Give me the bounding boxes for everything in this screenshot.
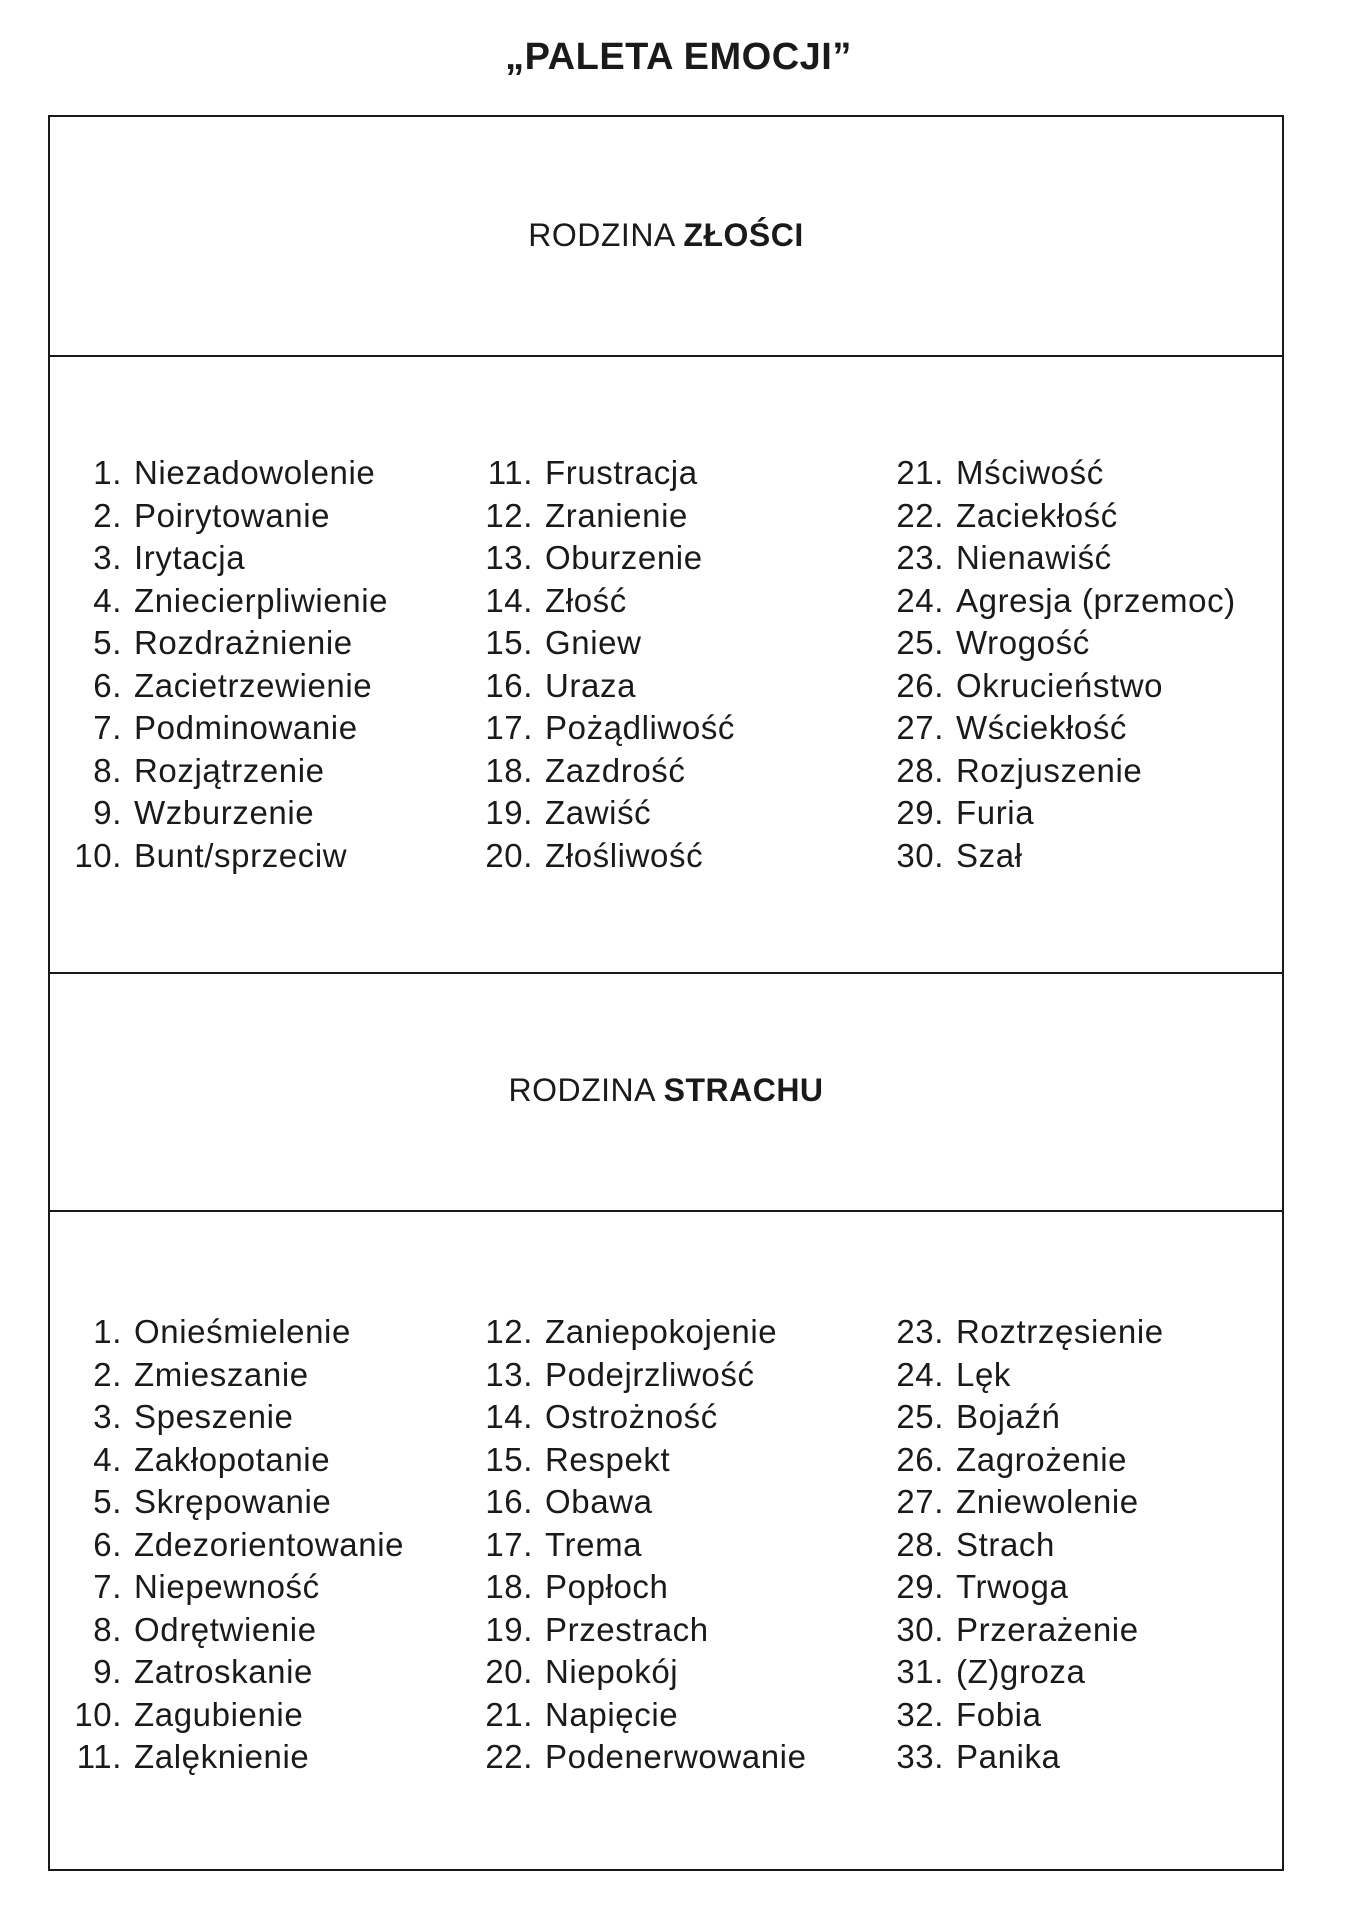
item-number: 25. (896, 624, 944, 661)
item-label: Odrętwienie (134, 1610, 317, 1648)
item-number: 12. (485, 496, 533, 534)
item-number: 29. (896, 1568, 944, 1605)
item-number: 14. (485, 581, 533, 619)
item-number: 5. (93, 624, 122, 661)
item-number: 15. (485, 624, 533, 661)
item-number: 16. (485, 1483, 533, 1520)
item-number: 4. (93, 581, 122, 619)
item-label: Zagrożenie (956, 1440, 1128, 1478)
item-label: Przerażenie (956, 1610, 1139, 1648)
item-label: Okrucieństwo (956, 666, 1164, 704)
item-number: 13. (485, 539, 533, 576)
item-number: 23. (896, 1313, 944, 1350)
item-label: Zmieszanie (134, 1355, 309, 1393)
item-label: Uraza (545, 666, 637, 704)
item-number: 24. (896, 1355, 944, 1393)
section-divider (50, 972, 1282, 974)
item-label: Zatroskanie (134, 1653, 314, 1690)
item-label: Popłoch (545, 1568, 669, 1605)
section-header-prefix: RODZINA (508, 1072, 664, 1108)
list-item (481, 1736, 807, 1779)
list-item (70, 580, 388, 623)
item-number: 13. (485, 1355, 533, 1393)
item-number: 20. (485, 1653, 533, 1690)
list-item (481, 622, 735, 665)
section-divider (50, 1210, 1282, 1212)
item-label: Pożądliwość (545, 709, 736, 746)
item-label: Trema (545, 1525, 643, 1563)
item-number: 17. (485, 709, 533, 746)
item-label: Zaniepokojenie (545, 1313, 778, 1350)
item-label: Respekt (545, 1440, 671, 1478)
item-label: Zacietrzewienie (134, 666, 373, 704)
list-item (892, 665, 1236, 708)
item-number: 15. (485, 1440, 533, 1478)
item-label: Zagubienie (134, 1695, 304, 1733)
list-item (481, 1396, 807, 1439)
item-label: Zawiść (545, 794, 652, 831)
item-number: 9. (93, 1653, 122, 1690)
list-item (70, 835, 388, 878)
item-label: Wzburzenie (134, 794, 315, 831)
item-label: Obawa (545, 1483, 653, 1520)
anger-list-column-1 (70, 452, 388, 877)
item-label: Speszenie (134, 1398, 294, 1435)
list-item (481, 750, 735, 793)
item-label: Gniew (545, 624, 642, 661)
item-label: Niepewność (134, 1568, 320, 1605)
list-item (892, 1354, 1164, 1397)
list-item (481, 1481, 807, 1524)
item-number: 24. (896, 581, 944, 619)
item-number: 5. (93, 1483, 122, 1520)
item-label: Zaciekłość (956, 496, 1118, 534)
section-header-family: ZŁOŚCI (683, 217, 804, 253)
item-number: 6. (93, 666, 122, 704)
item-number: 23. (896, 539, 944, 576)
list-item (892, 1609, 1164, 1652)
emotion-table (48, 115, 1284, 1871)
list-item (70, 792, 388, 835)
section-header-family: STRACHU (663, 1072, 824, 1108)
list-item (892, 1736, 1164, 1779)
item-label: Niezadowolenie (134, 454, 376, 491)
list-item (892, 1694, 1164, 1737)
item-label: Irytacja (134, 539, 246, 576)
item-label: Napięcie (545, 1695, 679, 1733)
list-item (892, 1524, 1164, 1567)
item-label: Podminowanie (134, 709, 358, 746)
list-item (481, 1566, 807, 1609)
list-item (70, 665, 388, 708)
item-label: Zakłopotanie (134, 1440, 331, 1478)
list-item (892, 1311, 1164, 1354)
list-item (892, 452, 1236, 495)
list-item (892, 495, 1236, 538)
item-label: Trwoga (956, 1568, 1069, 1605)
item-label: Ostrożność (545, 1398, 718, 1435)
item-number: 32. (896, 1695, 944, 1733)
list-item (481, 835, 735, 878)
item-label: Zniewolenie (956, 1483, 1139, 1520)
list-item (70, 1439, 404, 1482)
item-number: 18. (485, 1568, 533, 1605)
item-number: 3. (93, 539, 122, 576)
list-item (892, 835, 1236, 878)
item-label: Lęk (956, 1355, 1012, 1393)
section-header-fear (50, 1072, 1282, 1109)
item-label: Skrępowanie (134, 1483, 332, 1520)
list-item (892, 792, 1236, 835)
item-number: 33. (896, 1738, 944, 1775)
item-label: Podenerwowanie (545, 1738, 807, 1775)
list-item (481, 1524, 807, 1567)
item-number: 11. (487, 454, 533, 491)
item-label: Podejrzliwość (545, 1355, 755, 1393)
item-label: Strach (956, 1525, 1055, 1563)
item-label: Wrogość (956, 624, 1090, 661)
item-label: Poirytowanie (134, 496, 331, 534)
item-number: 28. (896, 751, 944, 789)
item-label: Szał (956, 836, 1023, 874)
anger-list-column-3 (892, 452, 1236, 877)
list-item (481, 792, 735, 835)
list-item (70, 1396, 404, 1439)
fear-list-column-1 (70, 1311, 404, 1779)
item-number: 3. (93, 1398, 122, 1435)
list-item (481, 1651, 807, 1694)
list-item (481, 665, 735, 708)
list-item (481, 1694, 807, 1737)
item-number: 8. (93, 1610, 122, 1648)
item-number: 22. (485, 1738, 533, 1775)
item-label: Zniecierpliwienie (134, 581, 389, 619)
item-label: Frustracja (545, 454, 698, 491)
list-item (892, 1481, 1164, 1524)
list-item (892, 1396, 1164, 1439)
item-label: Bojaźń (956, 1398, 1061, 1435)
item-number: 30. (896, 836, 944, 874)
list-item (481, 1311, 807, 1354)
section-header-anger (50, 217, 1282, 254)
item-label: Wściekłość (956, 709, 1128, 746)
item-label: Furia (956, 794, 1035, 831)
item-number: 7. (93, 1568, 122, 1605)
item-number: 26. (896, 666, 944, 704)
page-title: „PALETA EMOCJI” (505, 36, 852, 78)
item-label: Rozjątrzenie (134, 751, 325, 789)
list-item (70, 750, 388, 793)
item-label: Złośliwość (545, 836, 704, 874)
list-item (892, 1566, 1164, 1609)
fear-list-column-2 (481, 1311, 807, 1779)
list-item (70, 1481, 404, 1524)
list-item (70, 1354, 404, 1397)
item-label: (Z)groza (956, 1653, 1086, 1690)
list-item (70, 452, 388, 495)
item-label: Panika (956, 1738, 1061, 1775)
list-item (481, 1609, 807, 1652)
item-number: 19. (485, 794, 533, 831)
item-number: 12. (485, 1313, 533, 1350)
fear-list-column-3 (892, 1311, 1164, 1779)
item-label: Niepokój (545, 1653, 679, 1690)
item-number: 2. (93, 496, 122, 534)
item-number: 10. (74, 836, 122, 874)
list-item (481, 1439, 807, 1482)
item-label: Zdezorientowanie (134, 1525, 405, 1563)
item-number: 27. (896, 1483, 944, 1520)
item-number: 4. (93, 1440, 122, 1478)
list-item (70, 1694, 404, 1737)
item-number: 17. (485, 1525, 533, 1563)
item-number: 7. (93, 709, 122, 746)
item-label: Przestrach (545, 1610, 709, 1648)
item-label: Złość (545, 581, 627, 619)
item-number: 25. (896, 1398, 944, 1435)
list-item (481, 452, 735, 495)
list-item (892, 750, 1236, 793)
item-label: Oburzenie (545, 539, 703, 576)
item-number: 11. (76, 1738, 122, 1775)
list-item (481, 1354, 807, 1397)
section-divider (50, 355, 1282, 357)
list-item (70, 537, 388, 580)
list-item (70, 1524, 404, 1567)
item-number: 22. (896, 496, 944, 534)
item-number: 26. (896, 1440, 944, 1478)
item-number: 21. (896, 454, 944, 491)
item-number: 30. (896, 1610, 944, 1648)
section-header-prefix: RODZINA (528, 217, 684, 253)
item-label: Rozjuszenie (956, 751, 1143, 789)
item-label: Zazdrość (545, 751, 686, 789)
list-item (70, 622, 388, 665)
item-number: 19. (485, 1610, 533, 1648)
item-number: 29. (896, 794, 944, 831)
list-item (892, 622, 1236, 665)
list-item (70, 1651, 404, 1694)
list-item (892, 1651, 1164, 1694)
list-item (481, 580, 735, 623)
item-label: Nienawiść (956, 539, 1112, 576)
item-label: Agresja (przemoc) (956, 581, 1236, 619)
item-number: 1. (93, 1313, 122, 1350)
list-item (892, 537, 1236, 580)
item-label: Mściwość (956, 454, 1104, 491)
item-number: 18. (485, 751, 533, 789)
item-label: Fobia (956, 1695, 1042, 1733)
anger-list-column-2 (481, 452, 735, 877)
list-item (70, 1736, 404, 1779)
list-item (70, 1566, 404, 1609)
item-label: Bunt/sprzeciw (134, 836, 348, 874)
item-label: Rozdrażnienie (134, 624, 353, 661)
item-number: 8. (93, 751, 122, 789)
list-item (892, 1439, 1164, 1482)
item-number: 28. (896, 1525, 944, 1563)
list-item (70, 707, 388, 750)
item-number: 1. (93, 454, 122, 491)
item-label: Zranienie (545, 496, 688, 534)
list-item (892, 580, 1236, 623)
item-number: 20. (485, 836, 533, 874)
item-number: 14. (485, 1398, 533, 1435)
list-item (892, 707, 1236, 750)
item-label: Zalęknienie (134, 1738, 310, 1775)
list-item (481, 707, 735, 750)
item-label: Roztrzęsienie (956, 1313, 1164, 1350)
item-number: 31. (896, 1653, 944, 1690)
item-number: 27. (896, 709, 944, 746)
list-item (481, 495, 735, 538)
item-number: 6. (93, 1525, 122, 1563)
item-number: 21. (485, 1695, 533, 1733)
item-number: 2. (93, 1355, 122, 1393)
item-number: 9. (93, 794, 122, 831)
list-item (70, 1609, 404, 1652)
list-item (481, 537, 735, 580)
list-item (70, 495, 388, 538)
list-item (70, 1311, 404, 1354)
item-label: Onieśmielenie (134, 1313, 351, 1350)
item-number: 16. (485, 666, 533, 704)
item-number: 10. (74, 1695, 122, 1733)
